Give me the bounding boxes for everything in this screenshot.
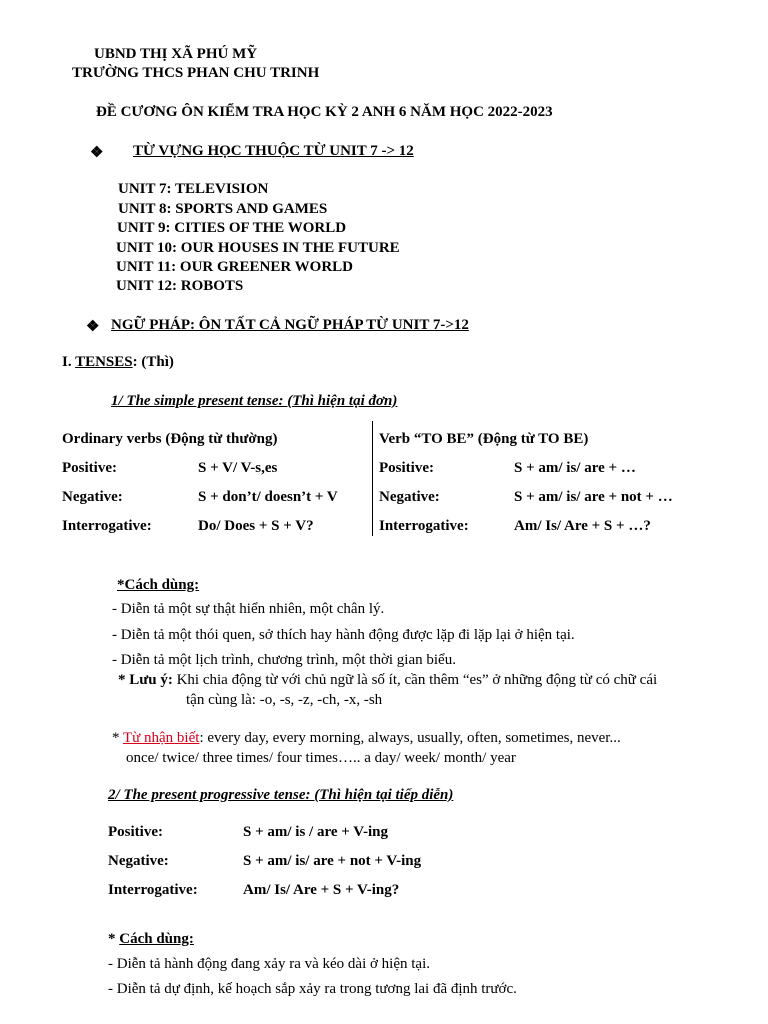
row-label: Negative:	[62, 489, 123, 505]
signal-text: : every day, every morning, always, usually, often, sometimes, never...	[199, 730, 621, 746]
row-label: Negative:	[379, 489, 440, 505]
usage-title: *Cách dùng:	[117, 577, 200, 593]
signal-star: *	[112, 730, 123, 746]
pp-heading-a: 2/ The present progressive tense	[108, 787, 306, 803]
unit-item: UNIT 9: CITIES OF THE WORLD	[117, 220, 347, 236]
note-text: Khi chia động từ với chủ ngữ là số ít, cần thêm “es” ở những động từ có chữ cái	[172, 672, 658, 688]
row-formula: Am/ Is/ Are + S + V-ing?	[243, 882, 400, 898]
to-be-title: Verb “TO BE” (Động từ TO BE)	[379, 431, 589, 447]
row-label: Negative:	[108, 853, 169, 869]
document-title: ĐỀ CƯƠNG ÔN KIỂM TRA HỌC KỲ 2 ANH 6 NĂM HỌC 2022-2023	[96, 104, 553, 120]
school-name: TRƯỜNG THCS PHAN CHU TRINH	[72, 65, 320, 81]
unit-item: UNIT 11: OUR GREENER WORLD	[116, 259, 353, 275]
row-label: Positive:	[108, 824, 163, 840]
unit-item: UNIT 10: OUR HOUSES IN THE FUTURE	[116, 240, 400, 256]
note-label: * Lưu ý:	[118, 672, 173, 688]
note-line	[118, 672, 657, 689]
pp-usage-star: *	[108, 931, 120, 947]
row-label: Positive:	[379, 460, 434, 476]
note-line-2: tận cùng là: -o, -s, -z, -ch, -x, -sh	[186, 692, 383, 708]
row-formula: S + am/ is/ are + not + …	[514, 489, 673, 505]
row-label: Interrogative:	[62, 518, 152, 534]
usage-item: - Diễn tả một lịch trình, chương trình, một thời gian biểu.	[112, 652, 456, 668]
diamond-bullet-icon: ❖	[90, 145, 104, 161]
ordinary-verbs-title: Ordinary verbs (Động từ thường)	[62, 431, 278, 447]
row-formula: S + am/ is / are + V-ing	[243, 824, 389, 840]
tenses-heading	[62, 354, 174, 371]
tenses-prefix: I.	[62, 354, 76, 370]
row-formula: S + am/ is/ are + …	[514, 460, 636, 476]
present-progressive-heading	[108, 787, 453, 804]
table-divider	[372, 421, 373, 536]
unit-item: UNIT 8: SPORTS AND GAMES	[118, 201, 328, 217]
row-formula: Do/ Does + S + V?	[198, 518, 314, 534]
pp-usage-label: Cách dùng:	[119, 931, 194, 947]
tenses-suffix: : (Thì)	[132, 354, 174, 370]
signal-words	[112, 730, 621, 747]
unit-item: UNIT 7: TELEVISION	[118, 181, 269, 197]
row-formula: S + V/ V-s,es	[198, 460, 278, 476]
grammar-heading: NGỮ PHÁP: ÔN TẤT CẢ NGỮ PHÁP TỪ UNIT 7->12	[111, 317, 469, 333]
tenses-word: TENSES	[75, 354, 133, 370]
usage-item: - Diễn tả một thói quen, sở thích hay hành động được lặp đi lặp lại ở hiện tại.	[112, 627, 575, 643]
row-label: Positive:	[62, 460, 117, 476]
row-label: Interrogative:	[379, 518, 469, 534]
org-name: UBND THỊ XÃ PHÚ MỸ	[94, 46, 258, 62]
row-formula: Am/ Is/ Are + S + …?	[514, 518, 651, 534]
row-formula: S + don’t/ doesn’t + V	[198, 489, 338, 505]
diamond-bullet-icon: ❖	[86, 319, 100, 335]
simple-present-heading: 1/ The simple present tense: (Thì hiện tại đơn)	[111, 393, 398, 409]
unit-item: UNIT 12: ROBOTS	[116, 278, 244, 294]
pp-usage-title	[108, 931, 194, 948]
pp-heading-b: : (Thì hiện tại tiếp diễn)	[305, 787, 454, 803]
usage-item: - Diễn tả một sự thật hiển nhiên, một chân lý.	[112, 601, 385, 617]
signal-label: Từ nhận biết	[122, 730, 200, 746]
row-formula: S + am/ is/ are + not + V-ing	[243, 853, 422, 869]
usage-item: - Diễn tả hành động đang xảy ra và kéo dài ở hiện tại.	[108, 956, 430, 972]
vocab-heading: TỪ VỰNG HỌC THUỘC TỪ UNIT 7 -> 12	[133, 143, 414, 159]
signal-words-2: once/ twice/ three times/ four times….. a day/ week/ month/ year	[126, 750, 516, 766]
row-label: Interrogative:	[108, 882, 198, 898]
usage-item: - Diễn tả dự định, kế hoạch sắp xảy ra trong tương lai đã định trước.	[108, 981, 517, 997]
